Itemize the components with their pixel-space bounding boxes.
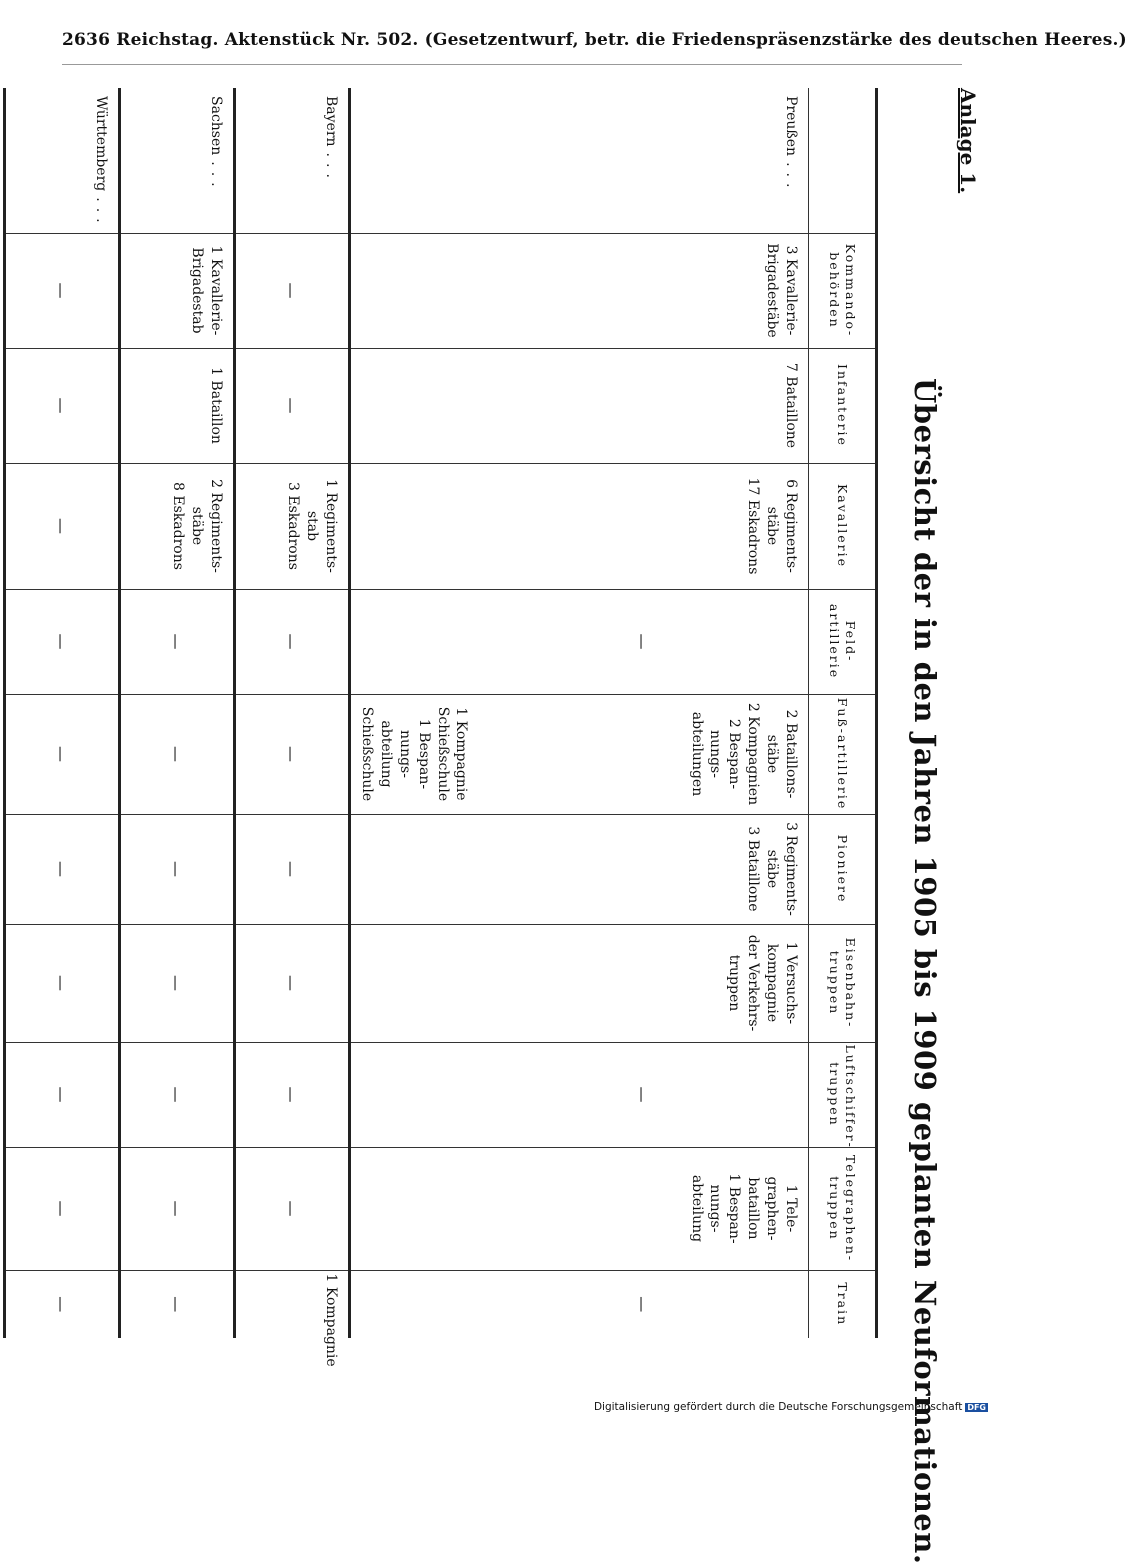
cell-line: 3 Bataillone (745, 826, 762, 912)
cell-line: 1 Bespan- (415, 718, 432, 790)
cell-line: 1 Regiments- (323, 479, 340, 573)
dash-value: — (281, 1200, 301, 1217)
table-cell (235, 694, 350, 814)
cell-line: abteilung (377, 720, 394, 788)
cell-line: stäbe (764, 734, 781, 774)
cell-line: graphen- (764, 1176, 781, 1241)
table-cell (120, 233, 235, 348)
dash-value: — (633, 633, 653, 650)
table-cell (5, 1042, 120, 1147)
dash-value: — (51, 746, 71, 762)
column-header (809, 88, 877, 233)
cell-line: 3 Kavallerie- (783, 245, 799, 336)
state-name: Bayern (323, 96, 340, 147)
cell-line: nungs- (707, 1184, 724, 1233)
table-cell (479, 1147, 809, 1270)
column-header: Infanterie (809, 348, 877, 463)
table-cell (120, 1147, 235, 1270)
cell-line: 1 Bataillon (208, 367, 225, 444)
table-cell (5, 589, 120, 694)
table-cell (235, 924, 350, 1042)
table-cell (120, 924, 235, 1042)
dash-value: — (633, 1086, 653, 1103)
table-cell (5, 1147, 120, 1270)
dash-value: — (51, 1296, 71, 1313)
table-cell (479, 1270, 809, 1338)
table-body (5, 88, 809, 1367)
cell-line: stab (304, 510, 321, 542)
cell-line: 2 Regiments- (208, 479, 225, 573)
footer (594, 1401, 988, 1413)
table-cell (235, 348, 350, 463)
table-cell (350, 589, 479, 694)
cell-line: abteilungen (688, 711, 705, 797)
state-name: Sachsen (208, 96, 225, 156)
state-name: Preußen (783, 96, 799, 157)
table-cell (5, 1270, 120, 1338)
cell-line: der Verkehrs- (745, 934, 762, 1032)
cell-line: stäbe (764, 506, 781, 546)
table-cell (350, 814, 479, 924)
cell-line: 2 Kompagnien (745, 702, 762, 806)
table-cell (5, 233, 120, 348)
dash-value: — (166, 975, 186, 991)
table-cell (120, 463, 235, 589)
state-name: Württemberg (93, 96, 110, 192)
cell-line: stäbe (189, 506, 206, 546)
page-header (62, 30, 1127, 50)
cell-line: Brigadestab (189, 247, 206, 334)
state-cell (350, 88, 479, 233)
table-title: Übersicht der in den Jahren 1905 bis 1909 geplanten Neuformationen. (908, 378, 942, 1564)
cell-line: stäbe (764, 849, 781, 889)
cell-line: 2 Bataillons- (783, 709, 799, 799)
cell-line: kompagnie (764, 943, 781, 1023)
table-cell (235, 1270, 350, 1367)
column-header: Pioniere (809, 814, 877, 924)
dash-value: — (166, 633, 186, 650)
cell-line: 1 Kavallerie- (208, 245, 225, 336)
table-cell (350, 233, 479, 348)
dash-value: — (51, 518, 71, 534)
cell-line: truppen (726, 954, 743, 1012)
table-cell (235, 814, 350, 924)
table-cell (479, 589, 809, 694)
table-cell (350, 1042, 479, 1147)
dash-value: — (281, 633, 301, 650)
column-header: Feld-artillerie (809, 589, 877, 694)
table-cell (479, 694, 809, 814)
table-cell (479, 1042, 809, 1147)
state-cell: Preußen... (783, 96, 799, 194)
dash-value: — (51, 633, 71, 650)
footer-text: Digitalisierung gefördert durch die Deutsche Forschungsgemeinschaft (593, 1401, 963, 1413)
cell-line: nungs- (707, 730, 724, 778)
table-row (5, 88, 120, 1338)
table-cell (479, 233, 809, 348)
cell-line: 1 Versuchs- (783, 941, 799, 1025)
dash-value: — (633, 1296, 653, 1313)
table-cell (5, 814, 120, 924)
table-cell (350, 1270, 479, 1338)
table-cell (235, 233, 350, 348)
column-header: Train (809, 1270, 877, 1338)
dash-value: — (51, 397, 71, 414)
cell-line: 2 Bespan- (726, 718, 743, 790)
cell-line: Schießschule (359, 706, 376, 802)
column-header-row (809, 88, 877, 1338)
table-cell (350, 1147, 479, 1270)
dash-value: — (281, 397, 301, 414)
anlage-label: Anlage 1. (956, 88, 980, 194)
table-cell (120, 814, 235, 924)
dash-value: — (281, 861, 301, 877)
dash-value: — (51, 1086, 71, 1103)
table-cell (350, 348, 479, 463)
dash-value: — (281, 1086, 301, 1103)
cell-line: 6 Regiments- (783, 479, 799, 573)
state-cell: Württemberg... (5, 88, 120, 233)
table-cell (5, 463, 120, 589)
state-cell: Bayern... (235, 88, 350, 233)
dash-value: — (166, 1086, 186, 1103)
table-cell (479, 924, 809, 1042)
table-cell (5, 348, 120, 463)
column-header: Kommando-behörden (809, 233, 877, 348)
column-header: Eisenbahn-truppen (809, 924, 877, 1042)
table-cell (120, 694, 235, 814)
table-cell (5, 924, 120, 1042)
page-number: 2636 (62, 30, 111, 50)
cell-line: 3 Eskadrons (285, 482, 302, 570)
column-header: Luftschiffer-truppen (809, 1042, 877, 1147)
column-header: Telegraphen-truppen (809, 1147, 877, 1270)
dash-value: — (166, 746, 186, 762)
table-row (350, 88, 479, 1338)
dash-value: — (281, 282, 301, 299)
header-text: Reichstag. Aktenstück Nr. 502. (Gesetzentwurf, betr. die Friedenspräsenzstärke des deutschen Heeres.) (116, 30, 1127, 50)
table-cell (235, 1147, 350, 1270)
table-cell (350, 694, 479, 814)
column-header: Kavallerie (809, 463, 877, 589)
dash-value: — (166, 1200, 186, 1217)
table-row (235, 88, 350, 1338)
table-row (120, 88, 235, 1338)
table-cell (479, 348, 809, 463)
table-cell (479, 463, 809, 589)
state-cell: Sachsen... (120, 88, 235, 233)
cell-line: Schießschule (434, 706, 451, 802)
table-cell (120, 589, 235, 694)
table-cell (235, 1042, 350, 1147)
dash-value: — (166, 861, 186, 877)
cell-line: nungs- (396, 730, 413, 778)
dfg-logo: DFG (967, 1403, 986, 1412)
table-cell (479, 814, 809, 924)
cell-line: bataillon (745, 1177, 762, 1240)
cell-line: 7 Bataillone (783, 362, 799, 449)
table-cell (350, 924, 479, 1042)
dash-value: — (51, 282, 71, 299)
cell-line: 1 Kompagnie (323, 1273, 340, 1367)
cell-line: 3 Regiments- (783, 822, 799, 916)
table-cell (120, 1270, 235, 1338)
column-header: Fuß-artillerie (809, 694, 877, 814)
cell-line: Brigadestäbe (764, 243, 781, 338)
table-cell (235, 589, 350, 694)
cell-line: abteilung (688, 1174, 705, 1243)
dash-value: — (51, 1200, 71, 1217)
table-row (479, 88, 809, 1338)
cell-line: 1 Kompagnie (453, 707, 470, 801)
table-cell (350, 463, 479, 589)
table-cell (235, 463, 350, 589)
cell-line: 17 Eskadrons (745, 477, 762, 575)
table-cell (120, 348, 235, 463)
neuformationen-table (3, 88, 878, 1367)
header-rule (62, 64, 962, 65)
dash-value: — (51, 861, 71, 877)
dash-value: — (281, 975, 301, 991)
cell-line: 8 Eskadrons (170, 482, 187, 570)
cell-line: 1 Tele- (783, 1184, 799, 1233)
cell-line: 1 Bespan- (726, 1173, 743, 1244)
dash-value: — (166, 1296, 186, 1313)
table-cell (5, 694, 120, 814)
dash-value: — (51, 975, 71, 991)
table-cell (120, 1042, 235, 1147)
dash-value: — (281, 746, 301, 762)
